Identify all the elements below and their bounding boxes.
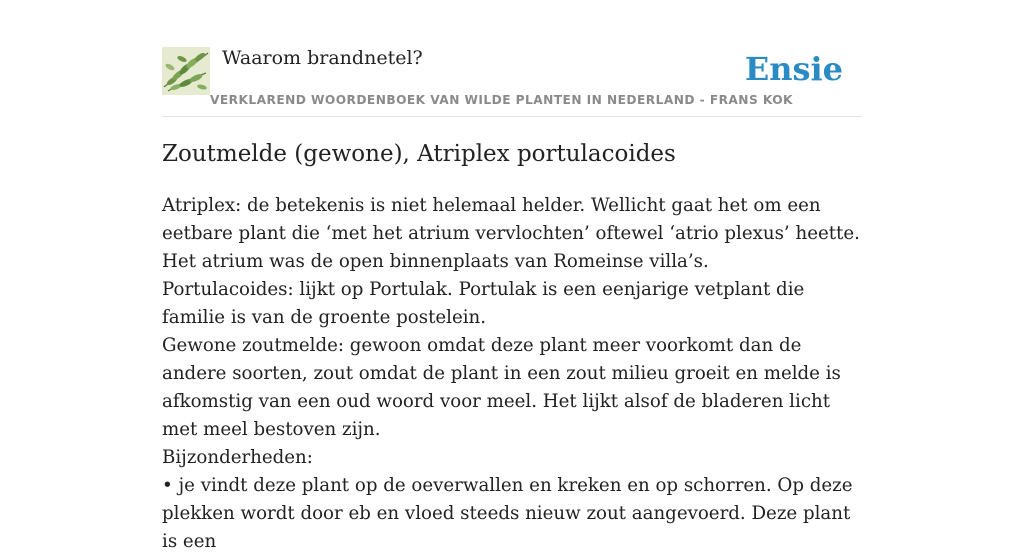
article-paragraph: Portulacoides: lijkt op Portulak. Portulak is een eenjarige vetplant die familie is van de groente postelein. <box>162 279 805 328</box>
ensie-logo[interactable]: Ensie <box>744 50 843 88</box>
article-paragraph: Atriplex: de betekenis is niet helemaal helder. Wellicht gaat het om een eetbare plant die ‘met het atrium vervlochten’ oftewel ‘atrio plexus’ heette. Het atrium was de open binnenplaats van Romeinse villa’s. <box>162 195 860 272</box>
article-body <box>162 192 862 556</box>
article-paragraph: Gewone zoutmelde: gewoon omdat deze plant meer voorkomt dan de andere soorten, zout omdat de plant in een zout milieu groeit en melde is afkomstig van een oud woord voor meel. Het lijkt alsof de bladeren licht met meel bestoven zijn. <box>162 335 841 440</box>
blog-subtitle: VERKLAREND WOORDENBOEK VAN WILDE PLANTEN IN NEDERLAND - FRANS KOK <box>210 93 793 107</box>
blog-title[interactable]: Waarom brandnetel? <box>222 47 423 69</box>
article-title: Zoutmelde (gewone), Atriplex portulacoides <box>162 141 676 167</box>
article-paragraph: Bijzonderheden: <box>162 447 313 468</box>
leaf-plant-icon <box>162 47 210 95</box>
blog-header <box>162 46 862 117</box>
article-paragraph: • je vindt deze plant op de oeverwallen en kreken en op schorren. Op deze plekken wordt door eb en vloed steeds nieuw zout aangevoerd. Deze plant is een <box>162 475 853 552</box>
avatar[interactable] <box>162 47 210 95</box>
